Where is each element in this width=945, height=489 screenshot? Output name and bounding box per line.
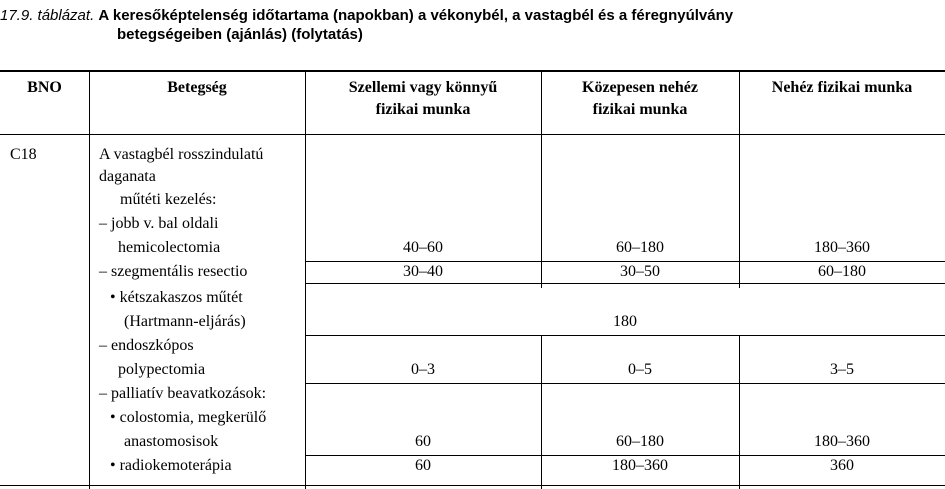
header-bottom-border: [0, 134, 945, 135]
column-divider: [89, 70, 90, 489]
disease-line: A vastagbél rosszindulatú: [99, 146, 264, 163]
caption-line-1: [0, 6, 945, 25]
disease-line: • radiokemoterápia: [110, 457, 232, 474]
table-title-continued: betegségeiben (ajánlás) (folytatás): [117, 26, 363, 43]
merged-cell-value: 180: [613, 313, 637, 330]
cell-value: 60–180: [818, 263, 866, 280]
header-col1-line1: Szellemi vagy könnyű: [348, 79, 498, 96]
disease-line: (Hartmann-eljárás): [124, 313, 246, 330]
table-caption: [0, 6, 945, 44]
cell-value: 60–180: [616, 433, 664, 450]
data-table: [0, 70, 945, 489]
header-col1-line2: fizikai munka: [375, 101, 471, 118]
cell-value: 60–180: [616, 239, 664, 256]
disease-line: polypectomia: [118, 361, 206, 378]
cell-value: 360: [830, 457, 854, 474]
cell-value: 30–40: [403, 263, 443, 280]
cell-value: 3–5: [830, 361, 854, 378]
disease-line: • colostomia, megkerülő: [110, 409, 267, 426]
disease-line: műtéti kezelés:: [120, 191, 217, 208]
disease-line: hemicolectomia: [118, 239, 221, 256]
table-bottom-border: [0, 485, 945, 486]
cell-value: 40–60: [403, 239, 443, 256]
cell-value: 60: [415, 457, 431, 474]
disease-line: – palliatív beavatkozások:: [99, 385, 267, 402]
cell-value: 30–50: [620, 263, 660, 280]
header-betegseg: Betegség: [167, 79, 227, 96]
cell-value: 60: [415, 433, 431, 450]
header-bno: BNO: [27, 79, 62, 96]
disease-line: daganata: [99, 168, 156, 185]
cell-value: 180–360: [612, 457, 668, 474]
cell-value: 0–5: [628, 361, 652, 378]
header-col2-line1: Közepesen nehéz: [582, 79, 698, 96]
row-divider: [305, 383, 945, 384]
disease-line: anastomosisok: [124, 433, 219, 450]
row-divider: [305, 335, 945, 336]
header-col3: Nehéz fizikai munka: [771, 79, 913, 96]
row-divider: [305, 283, 945, 284]
table-number: 17.9. táblázat.: [0, 7, 95, 24]
disease-line: – jobb v. bal oldali: [99, 215, 219, 232]
cell-value: 0–3: [411, 361, 435, 378]
cell-value: 180–360: [814, 433, 870, 450]
disease-line: • kétszakaszos műtét: [110, 289, 243, 306]
disease-line: – endoszkópos: [99, 337, 194, 354]
table-top-border: [0, 70, 945, 72]
disease-line: – szegmentális resectio: [99, 263, 248, 280]
header-col2-line2: fizikai munka: [592, 101, 688, 118]
table-title: A keresőképtelenség időtartama (napokban) a vékonybél, a vastagbél és a féregnyúlvány: [98, 7, 734, 24]
cell-value: 180–360: [814, 239, 870, 256]
bno-code: C18: [10, 146, 37, 163]
